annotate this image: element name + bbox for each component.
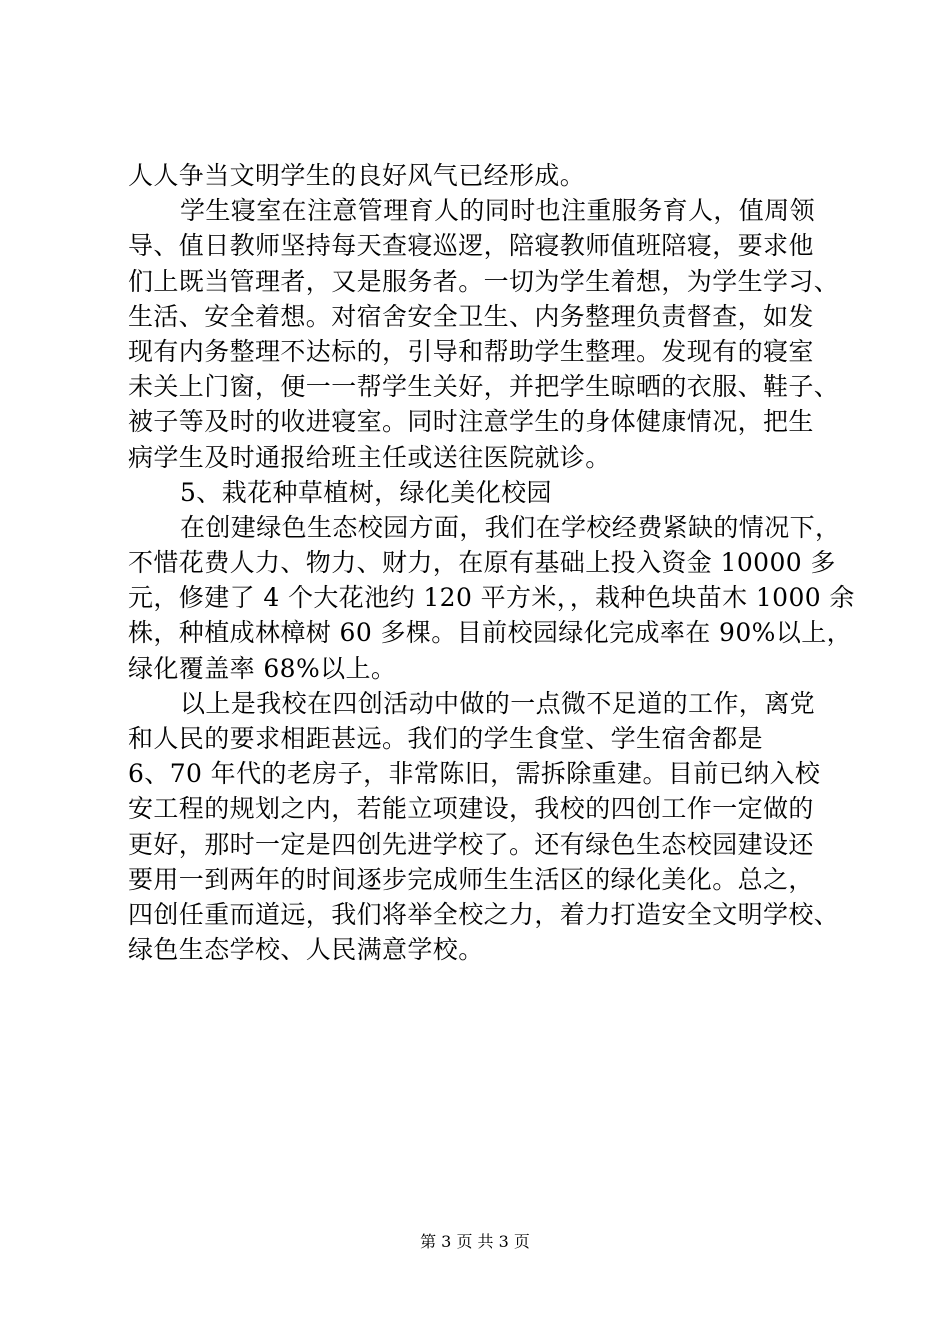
text-line: 们上既当管理者，又是服务者。一切为学生着想，为学生学习、 — [128, 266, 840, 296]
text-line: 生活、安全着想。对宿舍安全卫生、内务整理负责督查，如发 — [128, 301, 814, 331]
text-line: 安工程的规划之内，若能立项建设，我校的四创工作一定做的 — [128, 794, 814, 824]
text-line: 5、栽花种草植树，绿化美化校园 — [180, 477, 552, 507]
page-footer: 第 3 页 共 3 页 — [420, 1232, 530, 1251]
document-body — [128, 158, 855, 967]
text-line: 要用一到两年的时间逐步完成师生生活区的绿化美化。总之， — [128, 864, 814, 894]
text-line: 绿化覆盖率 68%以上。 — [128, 653, 397, 683]
text-line: 现有内务整理不达标的，引导和帮助学生整理。发现有的寝室 — [128, 336, 814, 366]
text-line: 导、值日教师坚持每天查寝巡逻，陪寝教师值班陪寝，要求他 — [128, 231, 814, 261]
text-line: 在创建绿色生态校园方面，我们在学校经费紧缺的情况下， — [180, 512, 841, 542]
text-line: 不惜花费人力、物力、财力，在原有基础上投入资金 10000 多 — [128, 548, 836, 578]
text-line: 人人争当文明学生的良好风气已经形成。 — [128, 161, 586, 190]
text-line: 学生寝室在注意管理育人的同时也注重服务育人，值周领 — [180, 196, 816, 226]
text-line: 元，修建了 4 个大花池约 120 平方米，，栽种色块苗木 1000 余 — [128, 583, 855, 613]
text-line: 被子等及时的收进寝室。同时注意学生的身体健康情况，把生 — [128, 407, 814, 437]
text-line: 四创任重而道远，我们将举全校之力，着力打造安全文明学校、 — [128, 899, 840, 929]
text-line: 和人民的要求相距甚远。我们的学生食堂、学生宿舍都是 — [128, 724, 764, 753]
text-line: 6、70 年代的老房子，非常陈旧，需拆除重建。目前已纳入校 — [128, 759, 821, 789]
text-line: 更好，那时一定是四创先进学校了。还有绿色生态校园建设还 — [128, 829, 814, 859]
text-line: 绿色生态学校、人民满意学校。 — [128, 935, 484, 965]
text-line: 株，种植成林樟树 60 多棵。目前校园绿化完成率在 90%以上， — [128, 618, 853, 648]
text-line: 未关上门窗，便一一帮学生关好，并把学生晾晒的衣服、鞋子、 — [128, 372, 840, 402]
text-line: 以上是我校在四创活动中做的一点微不足道的工作，离党 — [180, 688, 816, 718]
text-line: 病学生及时通报给班主任或送往医院就诊。 — [128, 442, 611, 472]
